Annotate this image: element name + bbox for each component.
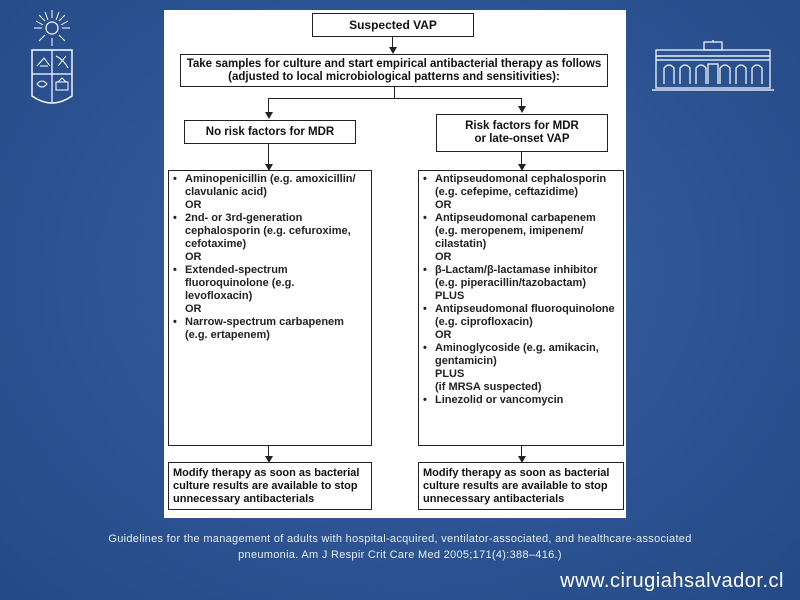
- university-seal-icon: [26, 10, 78, 112]
- regimen-connector: OR: [435, 329, 452, 341]
- citation: [0, 531, 800, 563]
- regimen-connector: OR: [185, 199, 202, 211]
- risk-factors-label-1: Risk factors for MDR: [465, 120, 579, 132]
- left-regimen-box: [168, 170, 372, 446]
- no-risk-factors-label: No risk factors for MDR: [205, 125, 335, 138]
- connector-line: [268, 98, 522, 99]
- sampling-step-text-2: (adjusted to local microbiological patterns and sensitivities):: [228, 70, 560, 83]
- regimen-option: • Antipseudomonal cephalosporin (e.g. cefepime, ceftazidime): [421, 173, 617, 199]
- suspected-vap-box: [312, 13, 474, 37]
- regimen-connector: OR: [185, 251, 202, 263]
- citation-line-1: Guidelines for the management of adults with hospital-acquired, ventilator-associated, and healthcare-associated: [108, 533, 692, 545]
- flowchart-panel: [164, 10, 626, 518]
- regimen-connector: (if MRSA suspected): [435, 381, 542, 393]
- arrow-down-icon: [389, 47, 397, 54]
- regimen-connector: PLUS: [435, 290, 465, 302]
- regimen-connector: OR: [185, 303, 202, 315]
- modify-therapy-left-box: [168, 462, 372, 510]
- regimen-option: • Aminopenicillin (e.g. amoxicillin/ clavulanic acid): [171, 173, 363, 199]
- regimen-option: • Aminoglycoside (e.g. amikacin, gentamicin): [421, 342, 617, 368]
- modify-therapy-right-text: Modify therapy as soon as bacterial culture results are available to stop unnecessary antibacterials: [423, 466, 610, 505]
- sampling-step-text-1: Take samples for culture and start empirical antibacterial therapy as follows: [186, 57, 602, 70]
- right-regimen-list: [421, 173, 617, 407]
- arrow-down-icon: [265, 112, 273, 119]
- website-url: www.cirugiahsalvador.cl: [560, 570, 784, 592]
- citation-line-2: pneumonia. Am J Respir Crit Care Med 2005;171(4):388–416.): [238, 549, 562, 561]
- regimen-option: • Antipseudomonal fluoroquinolone (e.g. ciprofloxacin): [421, 303, 617, 329]
- regimen-option: • Linezolid or vancomycin: [421, 394, 617, 407]
- regimen-option: • 2nd- or 3rd-generation cephalosporin (e.g. cefuroxime, cefotaxime): [171, 212, 363, 251]
- connector-line: [268, 144, 269, 166]
- building-facade-icon: [652, 40, 774, 92]
- left-regimen-list: [171, 173, 363, 342]
- no-risk-factors-box: [184, 120, 356, 144]
- regimen-option: • Antipseudomonal carbapenem (e.g. meropenem, imipenem/ cilastatin): [421, 212, 617, 251]
- regimen-option: • β-Lactam/β-lactamase inhibitor (e.g. piperacillin/tazobactam): [421, 264, 617, 290]
- regimen-connector: PLUS: [435, 368, 465, 380]
- modify-therapy-left-text: Modify therapy as soon as bacterial culture results are available to stop unnecessary antibacterials: [173, 466, 360, 505]
- risk-factors-label-2: or late-onset VAP: [474, 133, 570, 145]
- sampling-step-box: [180, 54, 608, 87]
- modify-therapy-right-box: [418, 462, 624, 510]
- risk-factors-box: [436, 114, 608, 152]
- regimen-connector: OR: [435, 251, 452, 263]
- arrow-down-icon: [518, 106, 526, 113]
- regimen-connector: OR: [435, 199, 452, 211]
- right-regimen-box: [418, 170, 624, 446]
- regimen-option: • Extended-spectrum fluoroquinolone (e.g. levofloxacin): [171, 264, 363, 303]
- suspected-vap-text: Suspected VAP: [349, 17, 437, 32]
- regimen-option: • Narrow-spectrum carbapenem (e.g. ertapenem): [171, 316, 363, 342]
